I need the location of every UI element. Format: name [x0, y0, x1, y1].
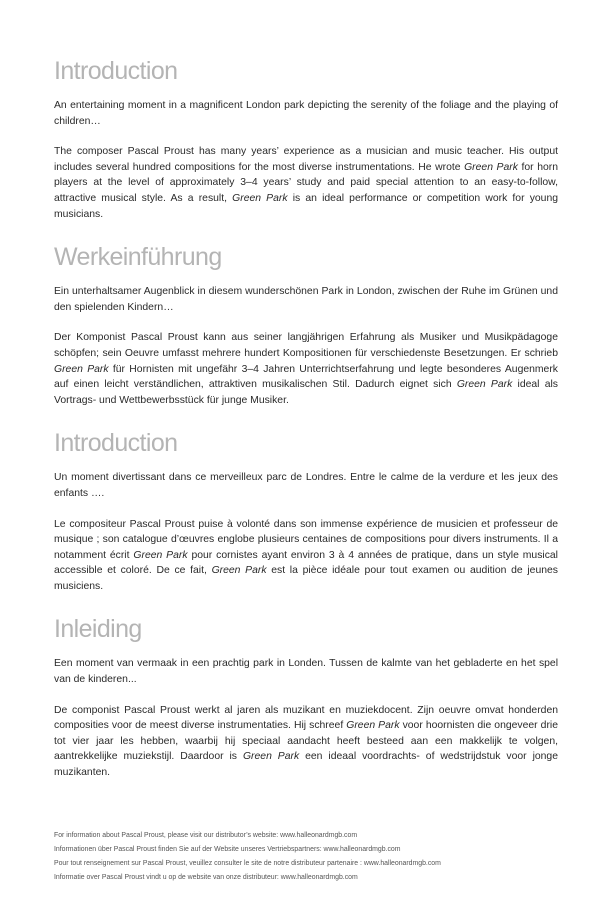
work-title: Green Park [211, 565, 267, 577]
text-segment: Een moment van vermaak in een prachtig park in Londen. Tussen de kalmte van het gebladerte en het spel van de kinderen... [54, 658, 558, 686]
text-segment: for horn players at the level of approximately 3–4 years’ study and paid special attention to an easy-to-follow, attractive musical style. As a result, [54, 161, 558, 204]
footer-line-en: For information about Pascal Proust, please visit our distributor’s website: www.halleonardmgb.com [54, 831, 358, 839]
text-segment: ideal als Vortrags- und Wettbewerbsstück für junge Musiker. [54, 379, 558, 406]
body-paragraph [54, 330, 558, 408]
footer-notes [54, 829, 558, 886]
work-title: Green Park [133, 549, 188, 561]
intro-paragraph [54, 470, 558, 501]
intro-paragraph [54, 656, 558, 687]
text-segment: für Hornisten mit ungefähr 3–4 Jahren Unterrichtserfahrung und legte besonderes Augenmerk auf einen leicht verständlichen, attraktiven musikalischen Stil. Dadurch eignet sich [54, 363, 558, 391]
section-introduction-en [54, 56, 558, 222]
text-segment: De componist Pascal Proust werkt al jaren als muzikant en muziekdocent. Zijn oeuvre omvat honderden composities voor de meest diverse instrumentaties. Hij schreef [54, 704, 558, 732]
footer-line-fr: Pour tout renseignement sur Pascal Proust, veuillez consulter le site de notre distributeur partenaire : www.halleonardmgb.com [54, 860, 441, 868]
text-segment: Le compositeur Pascal Proust puise à volonté dans son immense expérience de musicien et professeur de musique ; son catalogue d’œuvres englobe plusieurs centaines de compositions pour divers instruments. Il a notamment écrit [54, 518, 558, 561]
text-segment: An entertaining moment in a magnificent London park depicting the serenity of the foliage and the playing of children… [54, 100, 558, 127]
work-title: Green Park [346, 720, 400, 732]
section-heading: Inleiding [54, 615, 142, 644]
section-heading: Introduction [54, 57, 178, 85]
section-inleiding-nl [54, 614, 558, 780]
text-segment: voor hoornisten die ongeveer drie tot vier jaar les hebben, waarbij hij speciaal aandacht heeft besteed aan een makkelijk te volgen, aantrekkelijke muziekstijl. Daardoor is [54, 720, 558, 763]
footer-line-de: Informationen über Pascal Proust finden Sie auf der Website unseres Vertriebspartners: www.halleonardmgb.com [54, 845, 401, 853]
text-segment: Un moment divertissant dans ce merveilleux parc de Londres. Entre le calme de la verdure et les jeux des enfants …. [54, 472, 558, 499]
footer-line-nl: Informatie over Pascal Proust vindt u op de website van onze distributeur: www.halleonardmgb.com [54, 874, 358, 882]
work-title: Green Park [456, 379, 513, 391]
work-title: Green Park [54, 363, 109, 375]
body-paragraph [54, 703, 558, 781]
section-heading: Werkeinführung [54, 243, 222, 272]
intro-paragraph [54, 98, 558, 129]
text-segment: een ideaal voordrachts- of wedstrijdstuk voor jonge muzikanten. [54, 751, 558, 779]
text-segment: is an ideal performance or competition work for young musicians. [54, 192, 559, 220]
work-title: Green Park [464, 161, 518, 173]
intro-paragraph [54, 284, 558, 315]
work-title: Green Park [232, 192, 288, 204]
body-paragraph [54, 144, 558, 222]
body-paragraph [54, 517, 558, 595]
work-title: Green Park [242, 751, 300, 763]
text-segment: Der Komponist Pascal Proust kann aus seiner langjährigen Erfahrung als Musiker und Musikpädagoge schöpfen; sein Oeuvre umfasst mehrere hundert Kompositionen für verschiedenste Besetzungen. Er schrieb [54, 332, 558, 359]
section-heading: Introduction [54, 429, 178, 458]
section-werkeinfuehrung-de [54, 242, 558, 408]
text-segment: Ein unterhaltsamer Augenblick in diesem wunderschönen Park in London, zwischen der Ruhe im Grünen und den spielenden Kindern… [54, 286, 558, 313]
text-segment: The composer Pascal Proust has many years’ experience as a musician and music teacher. His output includes several hundred compositions for the most diverse instrumentations. He wrote [54, 146, 558, 173]
text-segment: pour cornistes ayant environ 3 à 4 années de pratique, dans un style musical accessible et coloré. De ce fait, [54, 549, 558, 577]
text-segment: est la pièce idéale pour tout examen ou audition de jeunes musiciens. [54, 565, 558, 592]
section-introduction-fr [54, 428, 558, 594]
